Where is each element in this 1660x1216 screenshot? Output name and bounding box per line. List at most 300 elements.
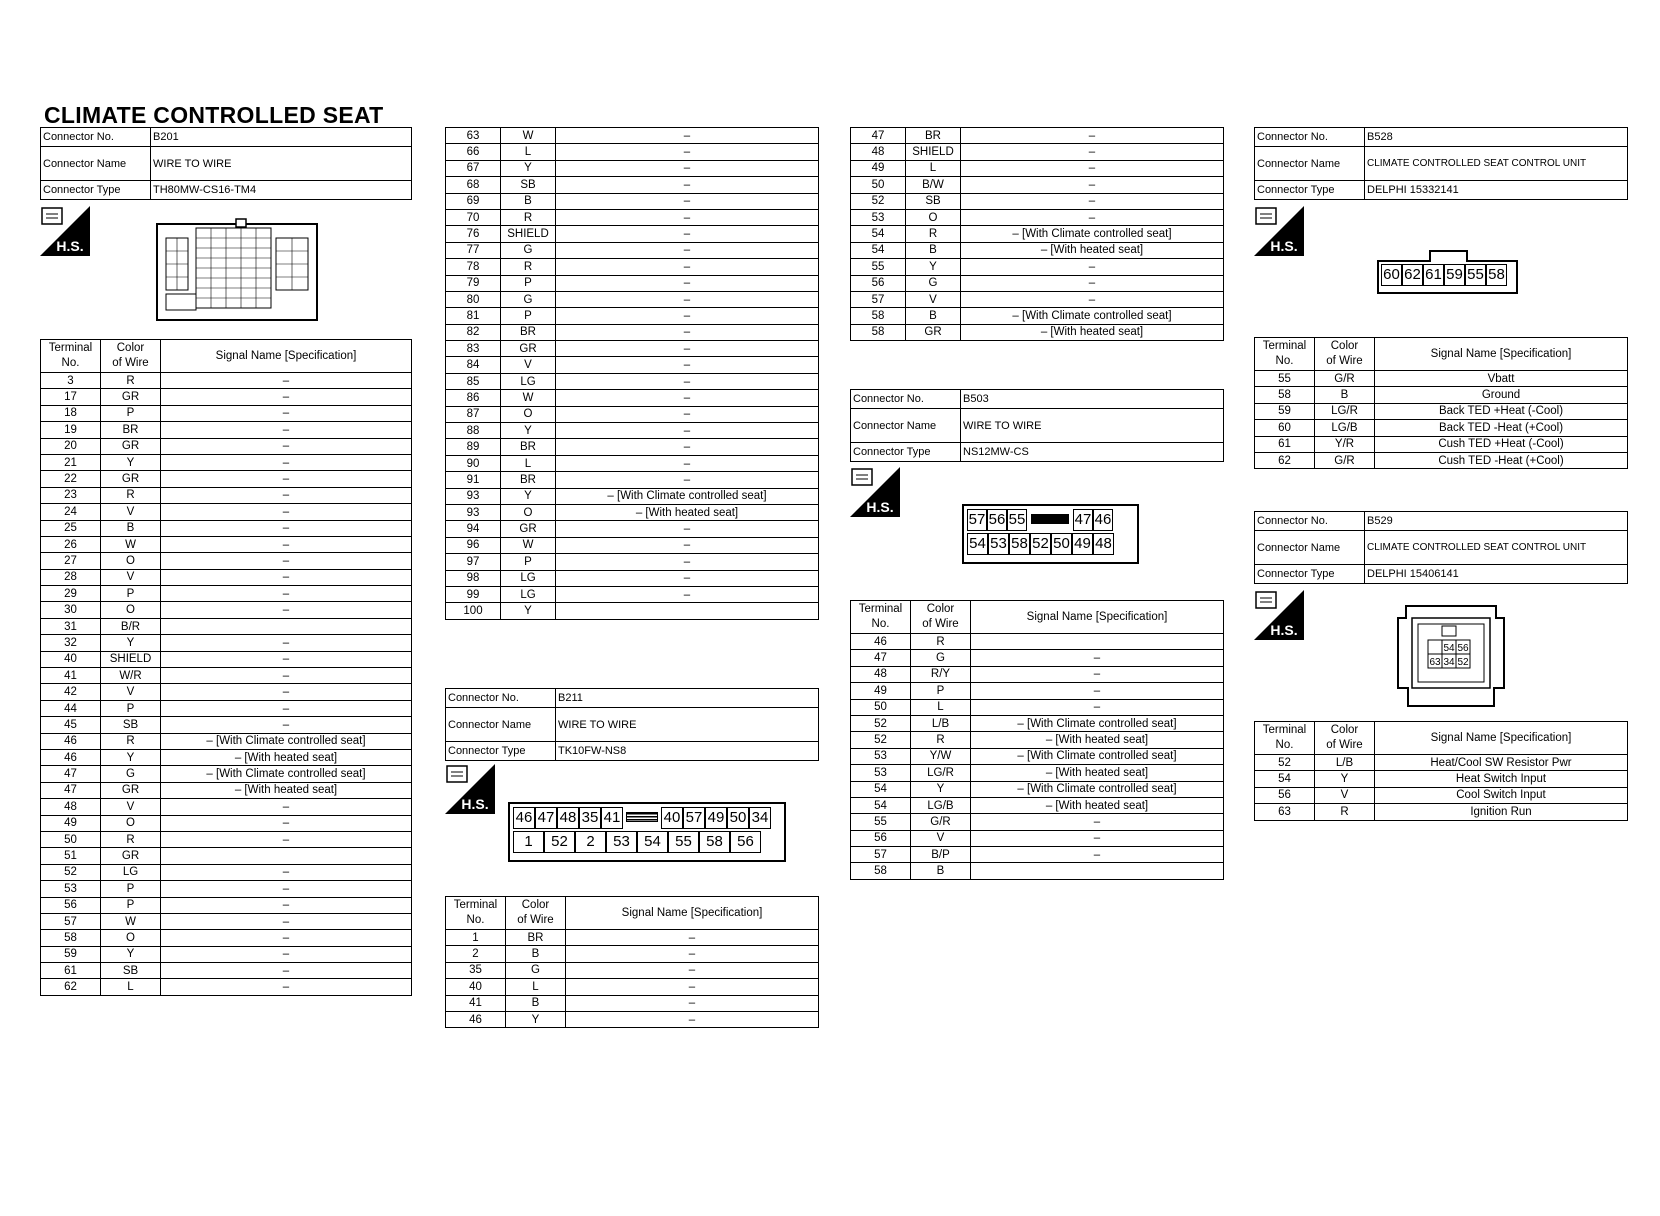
wire-color-cell: BR (501, 324, 556, 340)
table-row (851, 683, 1224, 699)
terminal-cell: 56 (851, 830, 911, 846)
connector-no-label: Connector No. (446, 689, 556, 708)
signal-cell: – (556, 554, 819, 570)
signal-cell: – (961, 177, 1224, 193)
table-row (41, 979, 412, 995)
connector-pin: 59 (1444, 264, 1465, 286)
wire-color-cell: R (906, 226, 961, 242)
signal-cell (971, 634, 1224, 650)
signal-header: Signal Name [Specification] (161, 340, 412, 373)
signal-cell: – (161, 831, 412, 847)
terminal-cell: 58 (851, 324, 906, 340)
connector-pin: 34 (1443, 657, 1455, 668)
b201-cont-terminal-table (445, 127, 819, 620)
b503-connector-diagram (962, 504, 1139, 564)
table-row (851, 242, 1224, 258)
wire-color-cell: SB (501, 177, 556, 193)
signal-cell: – (556, 128, 819, 144)
terminal-cell: 69 (446, 193, 501, 209)
table-row (41, 799, 412, 815)
table-row (41, 897, 412, 913)
table-row (41, 766, 412, 782)
terminal-cell: 80 (446, 291, 501, 307)
wire-color-cell: LG (501, 586, 556, 602)
table-row (41, 471, 412, 487)
connector-pin: 55 (1007, 509, 1027, 531)
signal-cell: – (566, 962, 819, 978)
table-row (1255, 387, 1628, 403)
table-row (446, 439, 819, 455)
table-row (446, 308, 819, 324)
harness-side-icon (1254, 206, 1304, 256)
table-row (41, 405, 412, 421)
terminal-cell: 30 (41, 602, 101, 618)
connector-pin: 60 (1381, 264, 1402, 286)
connector-name-label: Connector Name (1255, 531, 1365, 565)
connector-pin: 53 (988, 533, 1009, 555)
wire-color-cell: BR (501, 472, 556, 488)
table-row (446, 521, 819, 537)
terminal-cell: 55 (851, 259, 906, 275)
wire-color-cell: P (501, 275, 556, 291)
wire-color-cell: V (1315, 787, 1375, 803)
connector-pin: 47 (1073, 509, 1093, 531)
table-row (446, 603, 819, 619)
connector-pin: 47 (535, 807, 557, 829)
b529-info-table (1254, 511, 1628, 584)
wire-color-cell: R (101, 373, 161, 389)
signal-cell: – [With heated seat] (161, 782, 412, 798)
wire-color-cell: GR (101, 389, 161, 405)
wire-color-cell: SHIELD (906, 144, 961, 160)
wire-color-cell: G (501, 242, 556, 258)
signal-cell: – (161, 504, 412, 520)
harness-side-icon (40, 206, 90, 256)
terminal-cell: 68 (446, 177, 501, 193)
table-row (851, 699, 1224, 715)
signal-cell: – [With heated seat] (161, 749, 412, 765)
wire-color-cell: V (101, 799, 161, 815)
terminal-cell: 45 (41, 717, 101, 733)
wire-color-cell: LG/B (911, 797, 971, 813)
signal-cell: – (161, 422, 412, 438)
b201-info-table (40, 127, 412, 200)
signal-cell: – (161, 586, 412, 602)
terminal-cell: 46 (851, 634, 911, 650)
signal-cell: – (556, 308, 819, 324)
table-row (41, 733, 412, 749)
terminal-cell: 50 (851, 699, 911, 715)
wire-color-cell: V (501, 357, 556, 373)
color-header: Color of Wire (1315, 722, 1375, 755)
wire-color-cell: P (101, 881, 161, 897)
signal-cell: – (961, 259, 1224, 275)
connector-pin: 62 (1402, 264, 1423, 286)
terminal-cell: 76 (446, 226, 501, 242)
signal-header: Signal Name [Specification] (566, 897, 819, 930)
connector-no-label: Connector No. (851, 390, 961, 409)
signal-cell: – (566, 1011, 819, 1027)
table-row (41, 815, 412, 831)
table-row (851, 324, 1224, 340)
signal-cell: – (971, 666, 1224, 682)
signal-cell: – (161, 864, 412, 880)
connector-pin: 49 (1072, 533, 1093, 555)
wire-color-cell: L (906, 160, 961, 176)
wire-color-cell: Y (906, 259, 961, 275)
wire-color-cell: W/R (101, 668, 161, 684)
table-row (446, 406, 819, 422)
connector-blank-cavity (1027, 509, 1073, 529)
signal-cell: – (556, 177, 819, 193)
connector-pin: 52 (544, 831, 575, 853)
wire-color-cell: L/B (911, 715, 971, 731)
signal-cell: – (556, 390, 819, 406)
wire-color-cell: B/R (101, 618, 161, 634)
table-row (41, 717, 412, 733)
signal-cell: – (161, 684, 412, 700)
signal-cell: Back TED -Heat (+Cool) (1375, 420, 1628, 436)
terminal-cell: 58 (851, 863, 911, 879)
terminal-cell: 21 (41, 454, 101, 470)
signal-cell: – [With Climate controlled seat] (161, 766, 412, 782)
table-row (851, 830, 1224, 846)
connector-no-value: B528 (1365, 128, 1628, 147)
table-row (41, 389, 412, 405)
terminal-cell: 77 (446, 242, 501, 258)
table-row (851, 634, 1224, 650)
table-row (851, 732, 1224, 748)
table-row (1255, 420, 1628, 436)
signal-cell: – (556, 242, 819, 258)
table-row (446, 144, 819, 160)
wire-color-cell: Y (501, 603, 556, 619)
connector-pin: 55 (1465, 264, 1486, 286)
terminal-header: Terminal No. (41, 340, 101, 373)
wire-color-cell: L (101, 979, 161, 995)
signal-cell: – (161, 520, 412, 536)
terminal-cell: 47 (851, 128, 906, 144)
terminal-cell: 48 (851, 666, 911, 682)
wire-color-cell: W (101, 536, 161, 552)
signal-cell: – (556, 439, 819, 455)
terminal-cell: 28 (41, 569, 101, 585)
wire-color-cell: R (911, 732, 971, 748)
b201-terminal-table (40, 339, 412, 996)
connector-pin: 48 (557, 807, 579, 829)
table-row (446, 193, 819, 209)
terminal-cell: 56 (1255, 787, 1315, 803)
signal-cell: – (161, 487, 412, 503)
terminal-cell: 70 (446, 209, 501, 225)
table-row (851, 275, 1224, 291)
terminal-cell: 97 (446, 554, 501, 570)
wire-color-cell: LG/B (1315, 420, 1375, 436)
connector-pin: 46 (513, 807, 535, 829)
terminal-cell: 40 (446, 979, 506, 995)
signal-cell: – (971, 814, 1224, 830)
connector-no-value: B211 (556, 689, 819, 708)
wire-color-cell: LG/R (1315, 403, 1375, 419)
wire-color-cell: SHIELD (101, 651, 161, 667)
terminal-cell: 51 (41, 848, 101, 864)
terminal-cell: 47 (41, 782, 101, 798)
signal-cell: Back TED +Heat (-Cool) (1375, 403, 1628, 419)
table-row (851, 226, 1224, 242)
terminal-header: Terminal No. (446, 897, 506, 930)
connector-type-value: DELPHI 15406141 (1365, 565, 1628, 584)
terminal-cell: 59 (41, 946, 101, 962)
connector-pin: 40 (661, 807, 683, 829)
signal-cell: – (161, 389, 412, 405)
wire-color-cell: B/W (906, 177, 961, 193)
signal-cell: – (556, 521, 819, 537)
harness-side-icon (850, 467, 900, 517)
table-row (446, 570, 819, 586)
table-row (41, 487, 412, 503)
terminal-cell: 94 (446, 521, 501, 537)
signal-cell: – (161, 717, 412, 733)
signal-cell: – (161, 799, 412, 815)
page-title: CLIMATE CONTROLLED SEAT (44, 102, 384, 128)
connector-type-label: Connector Type (1255, 565, 1365, 584)
wire-color-cell: GR (101, 782, 161, 798)
terminal-cell: 23 (41, 487, 101, 503)
terminal-cell: 49 (851, 683, 911, 699)
terminal-cell: 83 (446, 341, 501, 357)
table-row (41, 373, 412, 389)
connector-pin: 56 (1457, 643, 1469, 654)
wire-color-cell: GR (101, 438, 161, 454)
connector-pin: 54 (967, 533, 988, 555)
connector-type-label: Connector Type (1255, 181, 1365, 200)
connector-pin: 52 (1457, 657, 1469, 668)
connector-pin: 61 (1423, 264, 1444, 286)
terminal-cell: 26 (41, 536, 101, 552)
b503-terminal-table (850, 600, 1224, 880)
signal-cell: – (961, 160, 1224, 176)
signal-cell: – [With Climate controlled seat] (161, 733, 412, 749)
table-row (446, 554, 819, 570)
signal-cell: – (161, 946, 412, 962)
wire-color-cell: G (101, 766, 161, 782)
terminal-header: Terminal No. (851, 601, 911, 634)
table-row (41, 930, 412, 946)
connector-pin: 57 (967, 509, 987, 531)
terminal-cell: 24 (41, 504, 101, 520)
wire-color-cell: R (101, 733, 161, 749)
table-row (446, 586, 819, 602)
connector-pin: 48 (1093, 533, 1114, 555)
table-row (41, 749, 412, 765)
signal-cell: – (556, 423, 819, 439)
terminal-cell: 44 (41, 700, 101, 716)
color-header: Color of Wire (1315, 338, 1375, 371)
wire-color-cell: G/R (1315, 452, 1375, 468)
table-row (446, 979, 819, 995)
terminal-cell: 63 (1255, 804, 1315, 820)
wire-color-cell: Y (101, 454, 161, 470)
connector-type-value: TH80MW-CS16-TM4 (151, 181, 412, 200)
table-row (851, 209, 1224, 225)
table-row (851, 715, 1224, 731)
table-row (446, 291, 819, 307)
table-row (851, 814, 1224, 830)
wire-color-cell: B (101, 520, 161, 536)
wire-color-cell: O (906, 209, 961, 225)
terminal-cell: 93 (446, 488, 501, 504)
terminal-cell: 52 (41, 864, 101, 880)
terminal-cell: 56 (41, 897, 101, 913)
signal-cell: – (161, 881, 412, 897)
terminal-cell: 53 (851, 209, 906, 225)
table-row (1255, 371, 1628, 387)
terminal-cell: 86 (446, 390, 501, 406)
connector-pin: 57 (683, 807, 705, 829)
wire-color-cell: P (101, 586, 161, 602)
terminal-cell: 56 (851, 275, 906, 291)
connector-name-value: WIRE TO WIRE (961, 409, 1224, 443)
signal-cell: – (556, 324, 819, 340)
table-row (851, 144, 1224, 160)
table-row (446, 226, 819, 242)
b201-connector-diagram (156, 218, 318, 322)
table-row (1255, 403, 1628, 419)
wire-color-cell: GR (101, 471, 161, 487)
wire-color-cell: B/P (911, 847, 971, 863)
terminal-cell: 60 (1255, 420, 1315, 436)
terminal-cell: 54 (851, 226, 906, 242)
terminal-cell: 63 (446, 128, 501, 144)
wire-color-cell: LG (101, 864, 161, 880)
terminal-cell: 20 (41, 438, 101, 454)
table-row (446, 488, 819, 504)
terminal-cell: 29 (41, 586, 101, 602)
wire-color-cell: Y (501, 423, 556, 439)
table-row (446, 259, 819, 275)
connector-pin: 50 (1051, 533, 1072, 555)
wire-color-cell: L (911, 699, 971, 715)
signal-cell: Vbatt (1375, 371, 1628, 387)
wire-color-cell: GR (501, 341, 556, 357)
wire-color-cell: G/R (1315, 371, 1375, 387)
table-row (851, 765, 1224, 781)
terminal-cell: 17 (41, 389, 101, 405)
wire-color-cell: SB (906, 193, 961, 209)
table-row (446, 160, 819, 176)
signal-cell: – (971, 683, 1224, 699)
wire-color-cell: Y (1315, 771, 1375, 787)
terminal-cell: 89 (446, 439, 501, 455)
signal-cell: – [With heated seat] (971, 765, 1224, 781)
connector-name-label: Connector Name (446, 708, 556, 742)
wire-color-cell: W (501, 537, 556, 553)
connector-no-value: B503 (961, 390, 1224, 409)
wire-color-cell: B (906, 308, 961, 324)
table-row (41, 782, 412, 798)
wire-color-cell: SHIELD (501, 226, 556, 242)
table-row (851, 863, 1224, 879)
wire-color-cell: Y (101, 749, 161, 765)
table-row (446, 242, 819, 258)
signal-cell: Ignition Run (1375, 804, 1628, 820)
connector-pin: 49 (705, 807, 727, 829)
wire-color-cell: O (101, 815, 161, 831)
table-row (41, 848, 412, 864)
terminal-cell: 47 (851, 650, 911, 666)
signal-cell: – [With Climate controlled seat] (971, 781, 1224, 797)
wire-color-cell: B (911, 863, 971, 879)
signal-cell: – (161, 454, 412, 470)
table-row (41, 635, 412, 651)
wire-color-cell: Y (501, 160, 556, 176)
wire-color-cell: G (906, 275, 961, 291)
signal-cell: – (161, 668, 412, 684)
table-row (1255, 436, 1628, 452)
signal-cell: – (161, 405, 412, 421)
terminal-cell: 100 (446, 603, 501, 619)
signal-cell: – (556, 455, 819, 471)
terminal-cell: 59 (1255, 403, 1315, 419)
signal-cell: – (556, 373, 819, 389)
signal-cell: – (161, 569, 412, 585)
signal-cell: – (971, 650, 1224, 666)
signal-cell: – (161, 438, 412, 454)
table-row (41, 668, 412, 684)
terminal-cell: 57 (41, 913, 101, 929)
connector-no-label: Connector No. (1255, 512, 1365, 531)
signal-cell: – (556, 226, 819, 242)
connector-name-value: CLIMATE CONTROLLED SEAT CONTROL UNIT (1365, 531, 1628, 565)
terminal-cell: 62 (41, 979, 101, 995)
terminal-cell: 88 (446, 423, 501, 439)
signal-cell: – (556, 275, 819, 291)
wire-color-cell: B (906, 242, 961, 258)
signal-cell: – (556, 209, 819, 225)
connector-no-label: Connector No. (41, 128, 151, 147)
terminal-cell: 46 (41, 733, 101, 749)
terminal-cell: 41 (41, 668, 101, 684)
terminal-cell: 58 (851, 308, 906, 324)
signal-cell: – (161, 897, 412, 913)
table-row (41, 700, 412, 716)
connector-pin: 41 (601, 807, 623, 829)
terminal-cell: 48 (851, 144, 906, 160)
wire-color-cell: GR (906, 324, 961, 340)
signal-cell: – (566, 930, 819, 946)
signal-cell: – (566, 979, 819, 995)
table-row (41, 963, 412, 979)
wire-color-cell: G (506, 962, 566, 978)
connector-pin: 58 (1486, 264, 1507, 286)
wire-color-cell: Y/W (911, 748, 971, 764)
table-row (446, 930, 819, 946)
connector-pin: 50 (727, 807, 749, 829)
table-row (851, 291, 1224, 307)
wire-color-cell: BR (501, 439, 556, 455)
signal-cell: – [With Climate controlled seat] (556, 488, 819, 504)
terminal-cell: 90 (446, 455, 501, 471)
terminal-cell: 78 (446, 259, 501, 275)
wire-color-cell: G (911, 650, 971, 666)
wire-color-cell: O (501, 406, 556, 422)
table-row (41, 438, 412, 454)
wire-color-cell: R (101, 487, 161, 503)
connector-pin: 56 (730, 831, 761, 853)
table-row (446, 373, 819, 389)
terminal-cell: 91 (446, 472, 501, 488)
b503-info-table (850, 389, 1224, 462)
